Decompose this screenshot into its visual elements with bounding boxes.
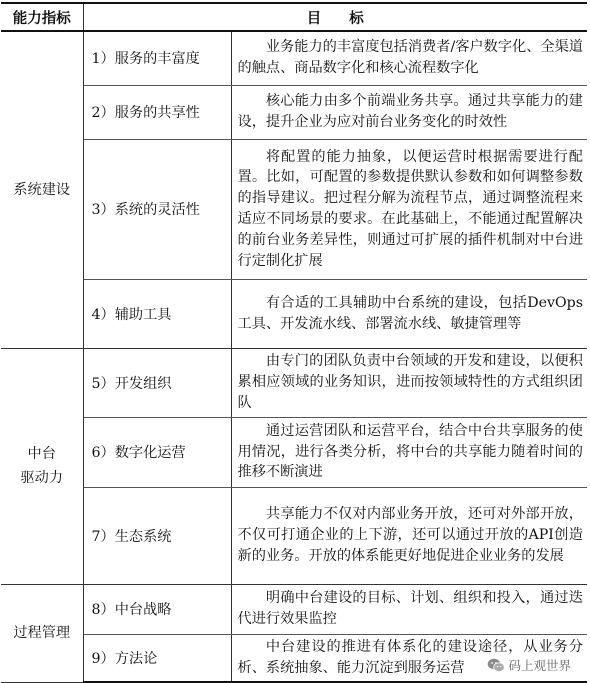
table-row: [1, 348, 587, 417]
indicator-cell: 7）生态系统: [83, 487, 231, 584]
table-row: [1, 584, 587, 634]
category-cell: 系统建设: [1, 31, 83, 348]
table-row: [1, 31, 587, 85]
goal-cell: 核心能力由多个前端业务共享。通过共享能力的建设，提升企业为应对前台业务变化的时效性: [231, 85, 587, 139]
goal-cell: 明确中台建设的目标、计划、组织和投入，通过迭代进行效果监控: [231, 584, 587, 634]
table-row: [1, 417, 587, 487]
indicator-cell: 2）服务的共享性: [83, 85, 231, 139]
indicator-cell: 8）中台战略: [83, 584, 231, 634]
header-category: 能力指标: [1, 3, 83, 31]
goal-cell: 通过运营团队和运营平台，结合中台共享服务的使用情况，进行各类分析，将中台的共享能力随着时间的推移不断演进: [231, 417, 587, 487]
goal-cell: 由专门的团队负责中台领域的开发和建设，以便积累相应领域的业务知识，进而按领域特性的方式组织团队: [231, 348, 587, 417]
watermark: [484, 655, 574, 675]
indicator-cell: 9）方法论: [83, 634, 231, 682]
indicator-cell: 6）数字化运营: [83, 417, 231, 487]
header-goal: 目标: [83, 3, 587, 31]
goal-cell: 中台建设的推进有体系化的建设途径，从业务分析、系统抽象、能力沉淀到服务运营: [231, 634, 587, 682]
wechat-icon: [487, 658, 505, 673]
table-row: [1, 139, 587, 279]
goal-cell: 共享能力不仅对内部业务开放，还可对外部开放，不仅可打通企业的上下游，还可以通过开放的API创造新的业务。开放的体系能更好地促进企业业务的发展: [231, 487, 587, 584]
category-cell: 过程管理: [1, 584, 83, 682]
indicator-cell: 3）系统的灵活性: [83, 139, 231, 279]
table-row: [1, 487, 587, 584]
indicator-cell: 4）辅助工具: [83, 279, 231, 348]
goal-cell: 将配置的能力抽象，以便运营时根据需要进行配置。比如，可配置的参数提供默认参数和如何调整参数的指导建议。把过程分解为流程节点，通过调整流程来适应不同场景的要求。在此基础上，不能通过配置解决的前台业务差异性，则通过可扩展的插件机制对中台进行定制化扩展: [231, 139, 587, 279]
indicator-cell: 1）服务的丰富度: [83, 31, 231, 85]
table-row: [1, 279, 587, 348]
table-header-row: [1, 3, 587, 31]
goal-cell: 有合适的工具辅助中台系统的建设，包括DevOps工具、开发流水线、部署流水线、敏捷管理等: [231, 279, 587, 348]
category-line: 驱动力: [20, 470, 64, 486]
table-row: [1, 85, 587, 139]
indicator-cell: 5）开发组织: [83, 348, 231, 417]
category-cell: [1, 348, 83, 584]
capability-table: [1, 2, 587, 683]
watermark-text: 码上观世界: [508, 658, 571, 673]
goal-cell: 业务能力的丰富度包括消费者/客户数字化、全渠道的触点、商品数字化和核心流程数字化: [231, 31, 587, 85]
category-line: 中台: [27, 446, 56, 462]
